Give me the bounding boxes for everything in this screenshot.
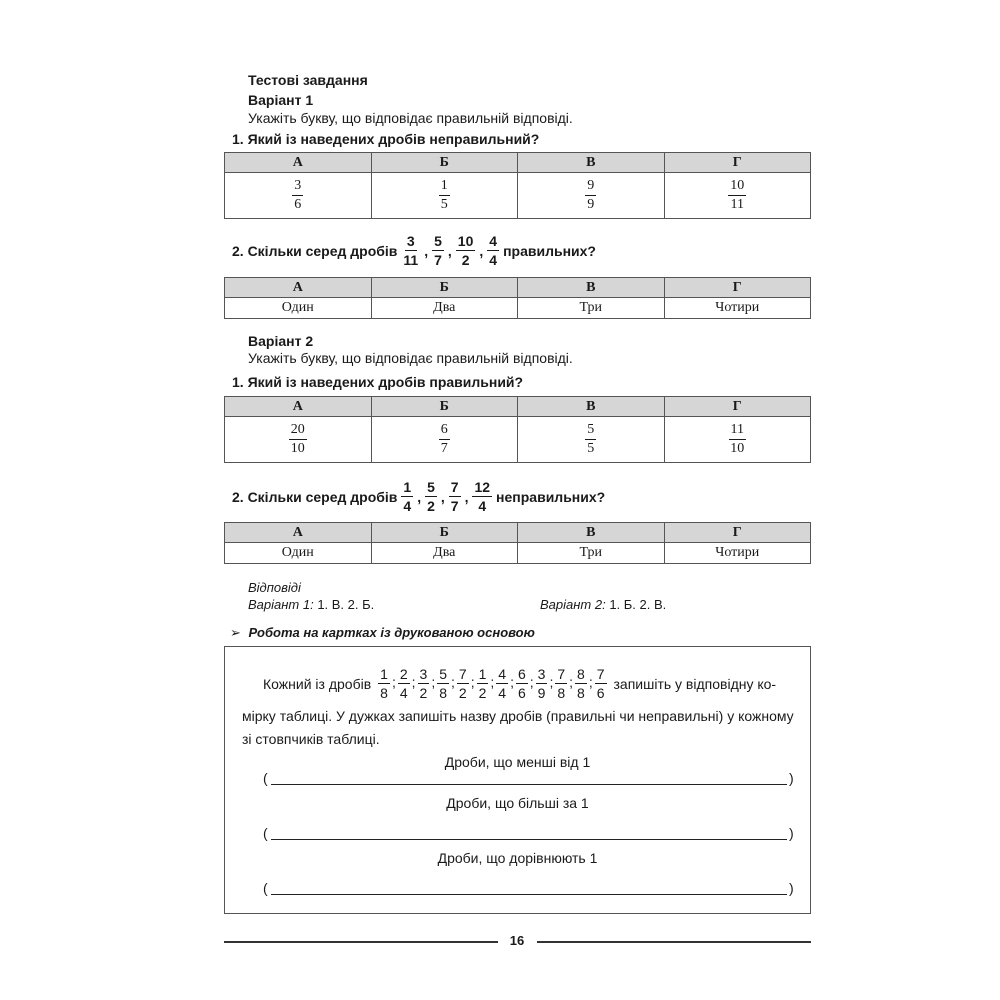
option-cell: Два xyxy=(371,543,518,564)
numerator: 20 xyxy=(289,423,307,440)
variant-1-question-1: 1. Який із наведених дробів неправильний? xyxy=(232,131,540,147)
fraction xyxy=(418,667,430,700)
card-line-1 xyxy=(263,667,776,700)
option-cell: Два xyxy=(371,298,518,319)
numerator: 3 xyxy=(537,666,546,682)
numerator: 7 xyxy=(557,666,566,682)
answers-v2-text: 1. Б. 2. В. xyxy=(609,597,667,612)
denominator: 2 xyxy=(419,685,428,701)
card-heading-text: Робота на картках із друкованою основою xyxy=(248,625,535,640)
fraction xyxy=(292,179,303,212)
option-header-v: В xyxy=(518,397,665,417)
option-cell: Три xyxy=(518,543,665,564)
option-cell xyxy=(664,417,811,463)
fraction xyxy=(472,480,492,513)
denominator: 8 xyxy=(557,685,566,701)
fraction xyxy=(456,234,476,267)
fraction xyxy=(728,423,746,456)
variant-1-instruction: Укажіть букву, що відповідає правильній відповіді. xyxy=(248,110,573,126)
open-paren: ( xyxy=(263,770,268,786)
option-header-v: В xyxy=(518,153,665,173)
denominator: 6 xyxy=(596,685,605,701)
answers-v1-label: Варіант 1: xyxy=(248,597,314,612)
option-header-g: Г xyxy=(664,153,811,173)
denominator: 10 xyxy=(290,441,305,456)
answer-line xyxy=(271,784,787,785)
denominator: 6 xyxy=(294,197,302,212)
denominator: 5 xyxy=(587,441,595,456)
separator: ; xyxy=(490,674,495,691)
answers-variant-1 xyxy=(248,597,374,612)
fraction xyxy=(401,234,420,267)
card-line-1-end: запишіть у відповідну ко- xyxy=(613,675,777,692)
option-header-v: В xyxy=(518,278,665,298)
separator: ; xyxy=(470,674,475,691)
option-header-a: А xyxy=(225,278,372,298)
separator: ; xyxy=(451,674,455,691)
option-cell xyxy=(371,173,518,219)
numerator: 7 xyxy=(596,666,605,682)
option-header-a: А xyxy=(225,153,372,173)
variant-2-question-2: 2. Скільки серед дробів $\frac{1}{4}$ , $\frac{5}{2}$ , $\frac{7}{7}$ , $\frac{12}{4}$ неправильних? xyxy=(232,479,606,514)
denominator: 4 xyxy=(498,685,507,701)
variant-2-q1-table xyxy=(224,396,811,463)
fraction xyxy=(439,423,450,456)
numerator: 3 xyxy=(419,666,428,682)
answers-title: Відповіді xyxy=(248,580,301,595)
denominator: 4 xyxy=(399,685,408,701)
numerator: 1 xyxy=(439,179,450,196)
numerator: 1 xyxy=(403,479,412,495)
variant-1-title: Варіант 1 xyxy=(248,92,314,108)
fraction xyxy=(496,667,508,700)
denominator: 7 xyxy=(434,252,442,268)
denominator: 2 xyxy=(461,252,470,268)
answers-variant-2 xyxy=(540,597,666,612)
fraction xyxy=(728,179,746,212)
fraction xyxy=(289,423,307,456)
variant-1-q2-table xyxy=(224,277,811,319)
fraction xyxy=(585,179,596,212)
option-cell: Чотири xyxy=(664,298,811,319)
fraction xyxy=(477,667,489,700)
footer-rule-right xyxy=(537,941,811,943)
option-header-b: Б xyxy=(371,153,518,173)
question-prefix: 2. Скільки серед дробів xyxy=(232,242,398,259)
separator: ; xyxy=(569,674,574,691)
answers-v1-text: 1. В. 2. Б. xyxy=(317,597,375,612)
option-header-g: Г xyxy=(664,523,811,543)
numerator: 2 xyxy=(399,666,408,682)
separator: ; xyxy=(431,674,436,691)
option-cell xyxy=(664,173,811,219)
numerator: 1 xyxy=(380,666,388,682)
numerator: 5 xyxy=(439,666,447,682)
numerator: 11 xyxy=(729,423,746,440)
denominator: 6 xyxy=(517,685,526,701)
card-fraction-list xyxy=(378,667,606,700)
fraction xyxy=(449,480,461,513)
numerator: 1 xyxy=(478,666,487,682)
denominator: 2 xyxy=(458,685,467,701)
option-cell xyxy=(371,417,518,463)
numerator: 5 xyxy=(427,479,435,495)
denominator: 4 xyxy=(489,252,498,268)
option-cell: Один xyxy=(225,298,372,319)
option-header-a: А xyxy=(225,523,372,543)
fraction xyxy=(516,667,528,700)
denominator: 7 xyxy=(440,441,448,456)
fraction xyxy=(487,234,499,267)
close-paren: ) xyxy=(789,825,794,841)
variant-2-instruction: Укажіть букву, що відповідає правильній відповіді. xyxy=(248,350,573,366)
numerator: 8 xyxy=(577,666,585,682)
denominator: 8 xyxy=(577,685,585,701)
numerator: 3 xyxy=(292,179,303,196)
numerator: 4 xyxy=(498,666,507,682)
denominator: 10 xyxy=(730,441,745,456)
close-paren: ) xyxy=(789,880,794,896)
separator: ; xyxy=(588,674,593,691)
fraction xyxy=(437,667,449,700)
row-label-equal-to-1: Дроби, що дорівнюють 1 xyxy=(437,850,598,866)
question-suffix: неправильних? xyxy=(496,488,606,505)
numerator: 4 xyxy=(489,233,498,249)
numerator: 7 xyxy=(450,479,459,495)
denominator: 4 xyxy=(478,498,487,514)
fraction xyxy=(425,480,437,513)
denominator: 11 xyxy=(730,197,744,212)
row-label-less-than-1: Дроби, що менші від 1 xyxy=(444,754,591,770)
section-title: Тестові завдання xyxy=(248,72,368,88)
separator: ; xyxy=(391,674,396,691)
question-suffix: правильних? xyxy=(503,242,596,259)
numerator: 5 xyxy=(434,233,442,249)
option-header-g: Г xyxy=(664,397,811,417)
open-paren: ( xyxy=(263,880,268,896)
option-cell xyxy=(225,173,372,219)
numerator: 7 xyxy=(458,666,467,682)
denominator: 7 xyxy=(450,498,459,514)
option-cell xyxy=(225,417,372,463)
denominator: 11 xyxy=(403,252,419,268)
arrow-bullet-icon: ➢ xyxy=(230,625,241,640)
option-header-b: Б xyxy=(371,523,518,543)
card-intro: Кожний із дробів xyxy=(263,675,372,692)
answer-line xyxy=(271,839,787,840)
card-heading xyxy=(230,625,535,641)
fraction xyxy=(457,667,469,700)
option-cell xyxy=(518,173,665,219)
option-cell: Три xyxy=(518,298,665,319)
row-label-greater-than-1: Дроби, що більші за 1 xyxy=(446,795,589,811)
fraction xyxy=(398,667,410,700)
option-header-b: Б xyxy=(371,278,518,298)
numerator: 12 xyxy=(474,479,491,495)
separator: ; xyxy=(529,674,534,691)
denominator: 9 xyxy=(587,197,595,212)
printed-card xyxy=(224,646,811,914)
card-line-2: мірку таблиці. У дужках запишіть назву дробів (правильні чи неправильні) у кожному xyxy=(242,708,794,724)
denominator: 8 xyxy=(439,685,447,701)
option-cell xyxy=(518,417,665,463)
numerator: 10 xyxy=(728,179,746,196)
fraction xyxy=(585,423,596,456)
fraction xyxy=(575,667,587,700)
fraction xyxy=(595,667,607,700)
variant-1-question-2: 2. Скільки серед дробів $\frac{3}{11}$ , $\frac{5}{7}$ , $\frac{10}{2}$ , $\frac{4}{4}$ правильних? xyxy=(232,233,596,268)
option-header-g: Г xyxy=(664,278,811,298)
question-prefix: 2. Скільки серед дробів xyxy=(232,488,398,505)
variant-2-title: Варіант 2 xyxy=(248,333,314,349)
option-header-b: Б xyxy=(371,397,518,417)
fraction xyxy=(401,480,413,513)
denominator: 5 xyxy=(440,197,448,212)
page-number: 16 xyxy=(509,933,525,948)
answers-v2-label: Варіант 2: xyxy=(540,597,606,612)
footer-rule-left xyxy=(224,941,498,943)
fraction xyxy=(555,667,567,700)
numerator: 5 xyxy=(585,423,596,440)
fraction xyxy=(536,667,548,700)
separator: ; xyxy=(411,674,416,691)
open-paren: ( xyxy=(263,825,268,841)
separator: ; xyxy=(549,674,554,691)
denominator: 4 xyxy=(403,498,412,514)
option-cell: Один xyxy=(225,543,372,564)
numerator: 6 xyxy=(517,666,526,682)
option-header-v: В xyxy=(518,523,665,543)
fraction xyxy=(378,667,390,700)
numerator: 6 xyxy=(439,423,450,440)
denominator: 8 xyxy=(380,685,388,701)
fraction xyxy=(439,179,450,212)
denominator: 2 xyxy=(427,498,435,514)
numerator: 10 xyxy=(457,233,474,249)
variant-2-q2-table xyxy=(224,522,811,564)
card-line-3: зі стовпчиків таблиці. xyxy=(242,731,380,747)
answer-line xyxy=(271,894,787,895)
close-paren: ) xyxy=(789,770,794,786)
variant-1-q1-table xyxy=(224,152,811,219)
variant-2-question-1: 1. Який із наведених дробів правильний? xyxy=(232,374,524,390)
numerator: 3 xyxy=(406,233,415,249)
denominator: 9 xyxy=(537,685,546,701)
option-cell: Чотири xyxy=(664,543,811,564)
option-header-a: А xyxy=(225,397,372,417)
fraction xyxy=(432,234,444,267)
numerator: 9 xyxy=(585,179,596,196)
denominator: 2 xyxy=(478,685,487,701)
separator: ; xyxy=(510,674,514,691)
